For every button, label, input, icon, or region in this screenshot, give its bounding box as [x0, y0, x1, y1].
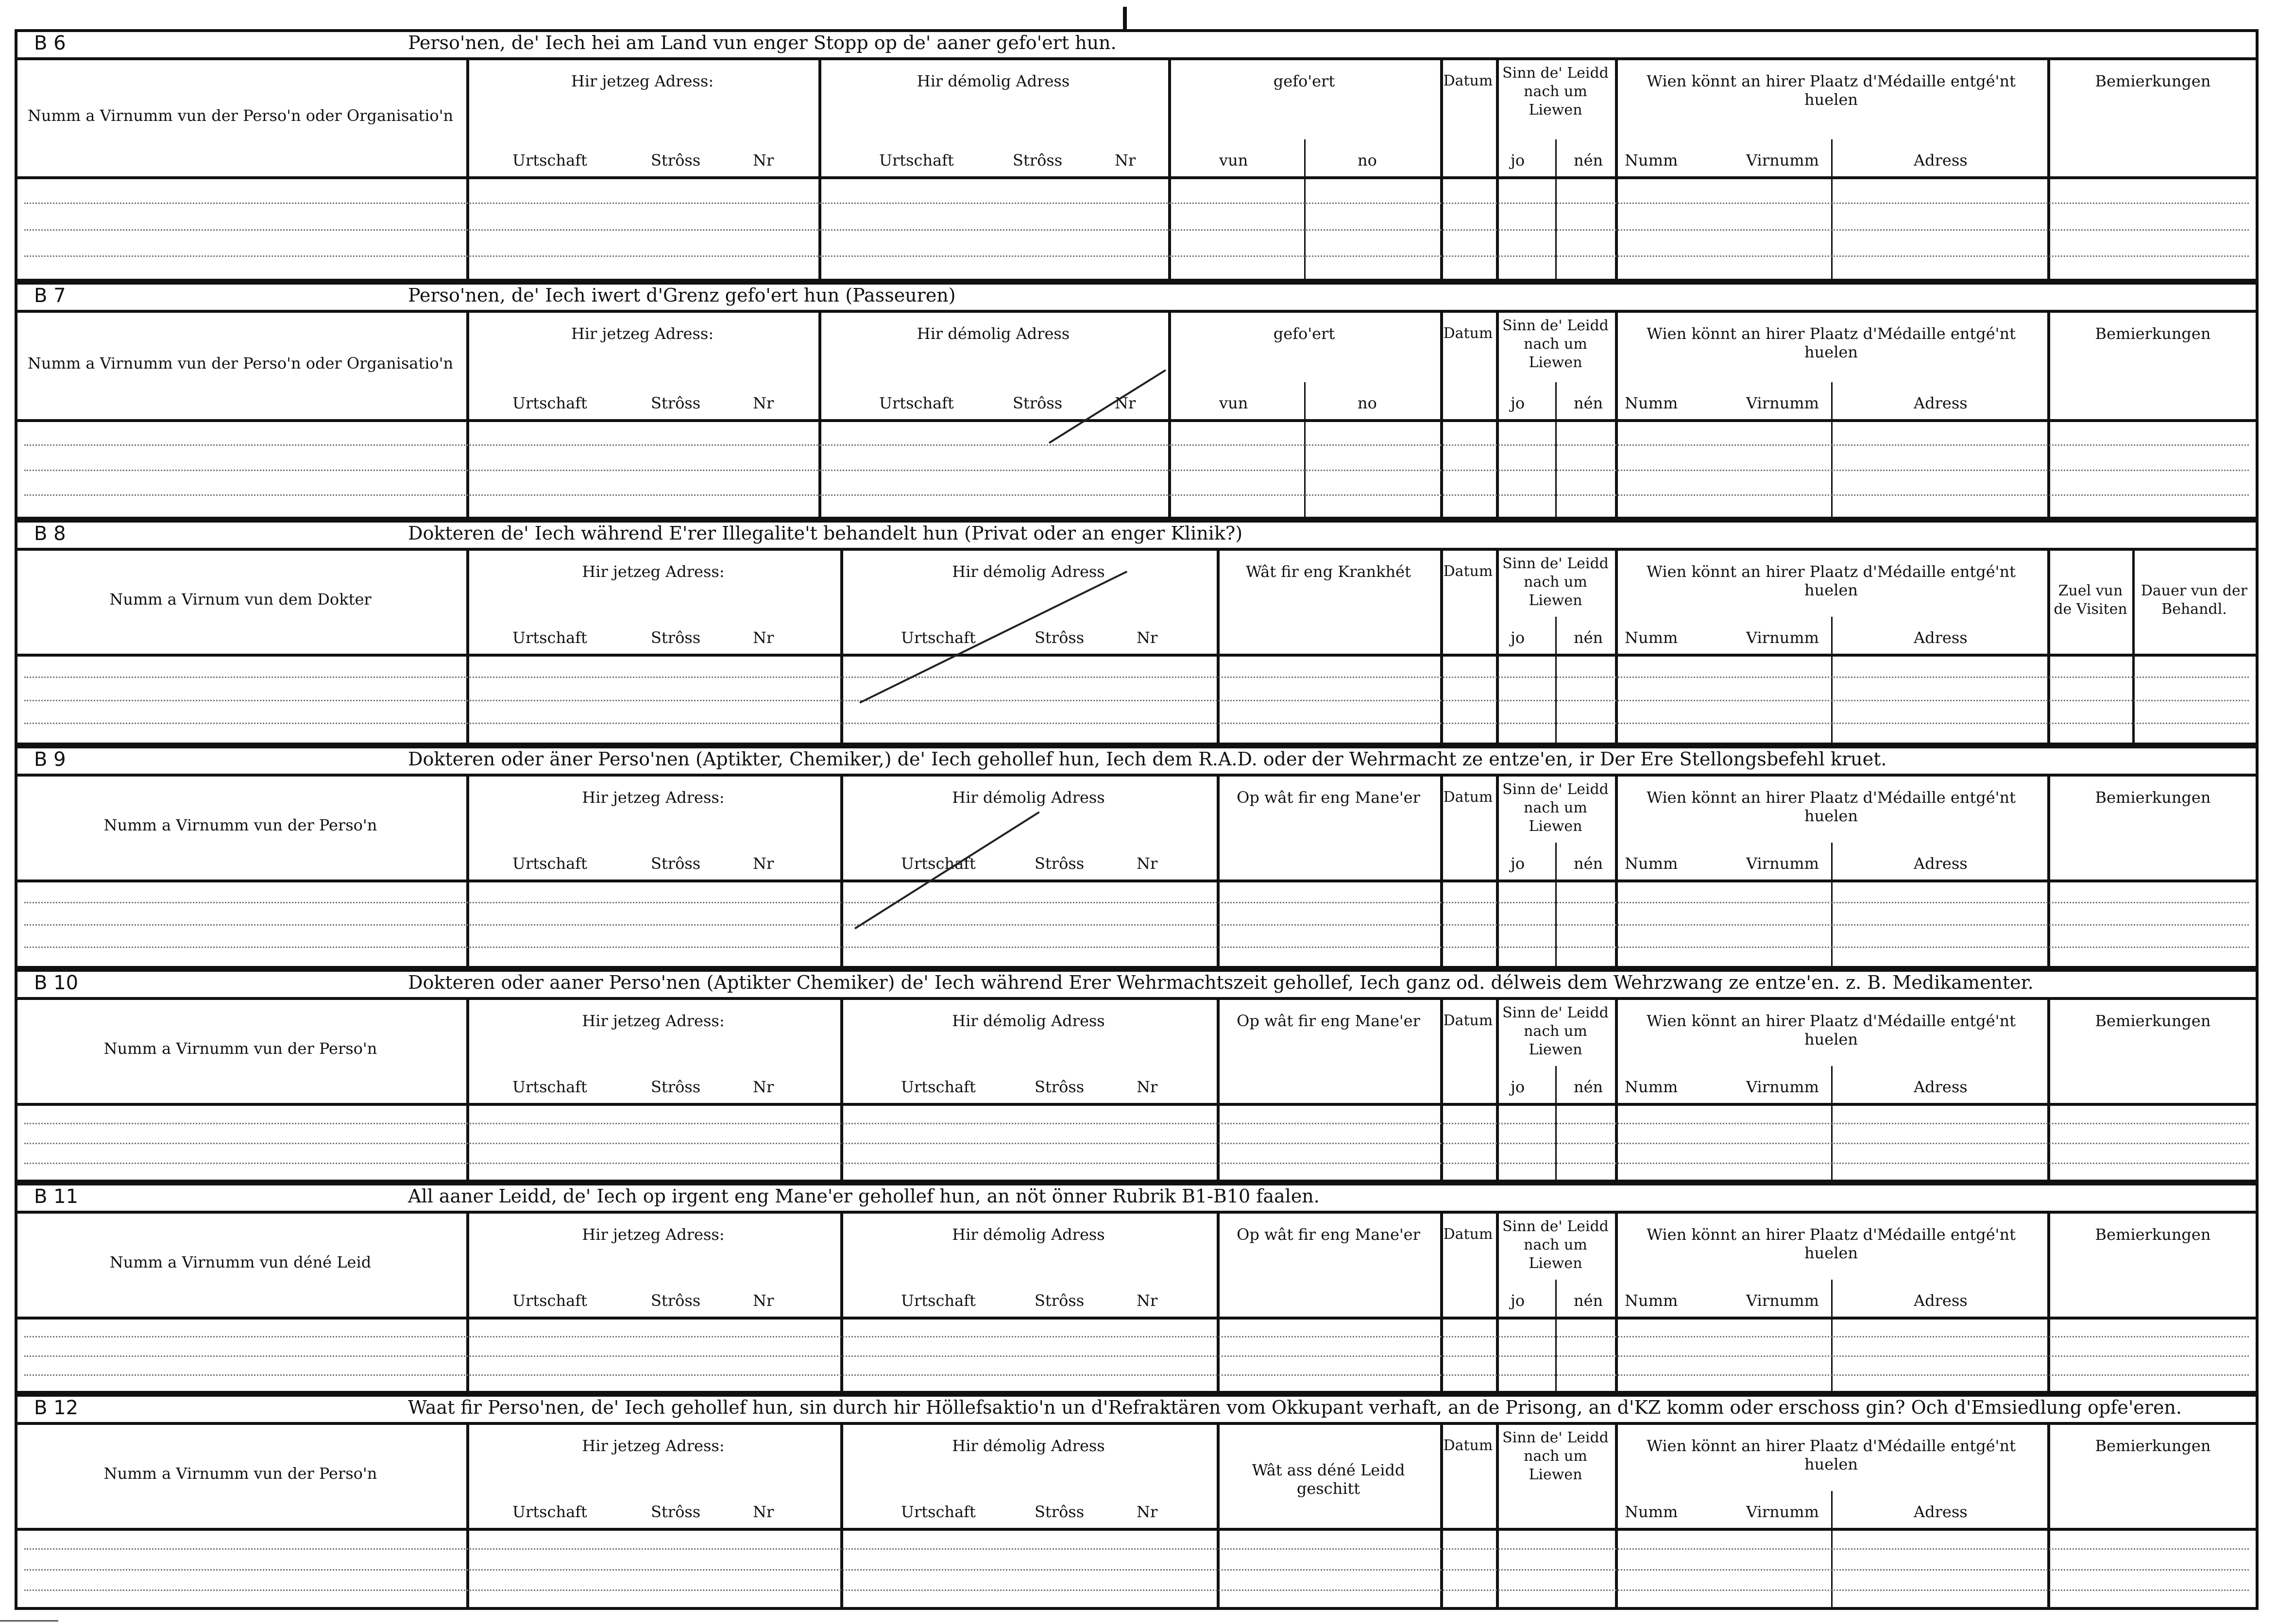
- entry-cell[interactable]: [1618, 422, 2044, 514]
- alive-no: nén: [1574, 1291, 1603, 1310]
- entry-cell[interactable]: [1618, 179, 2044, 276]
- recipient-firstname: Virnumm: [1746, 854, 1819, 873]
- manner-header: Op wât fir eng Mane'er: [1237, 1225, 1420, 1244]
- row-rule: [15, 1211, 2259, 1214]
- first-column-header: Numm a Virnumm vun der Perso'n oder Organisatio'n: [27, 106, 454, 125]
- recipient-address: Adress: [1914, 1503, 1968, 1521]
- former-address-header: Hir démolig Adress: [917, 72, 1070, 90]
- alive-yes: jo: [1511, 1078, 1525, 1096]
- section-code: B 7: [34, 285, 66, 307]
- section-code: B 12: [34, 1397, 79, 1419]
- entry-cell[interactable]: [2050, 1320, 2256, 1388]
- present-address-town: Urtschaft: [512, 151, 587, 169]
- alive-yes: jo: [1511, 628, 1525, 647]
- present-address-header: Hir jetzeg Adress:: [582, 562, 725, 581]
- present-address-header: Hir jetzeg Adress:: [582, 1012, 725, 1030]
- present-address-header: Hir jetzeg Adress:: [582, 1437, 725, 1455]
- transported-from: vun: [1219, 151, 1248, 169]
- first-column-header: Numm a Virnumm vun der Perso'n: [103, 816, 377, 834]
- present-address-town: Urtschaft: [512, 1078, 587, 1096]
- entry-cell[interactable]: [1499, 882, 1612, 963]
- entry-cell[interactable]: [1443, 422, 1493, 514]
- former-address-street: Strôss: [1035, 1078, 1085, 1096]
- entry-cell[interactable]: [1618, 1531, 2044, 1604]
- duration-header: Dauer vun der Behandl.: [2141, 582, 2248, 618]
- recipient-firstname: Virnumm: [1746, 628, 1819, 647]
- alive-yes: jo: [1511, 394, 1525, 412]
- row-rule: [15, 57, 2259, 60]
- entry-cell[interactable]: [1220, 1320, 1437, 1388]
- section-code: B 10: [34, 972, 79, 994]
- entry-cell[interactable]: [17, 1320, 463, 1388]
- entry-cell[interactable]: [1220, 1106, 1437, 1177]
- entry-cell[interactable]: [821, 422, 1165, 514]
- remarks-header: Bemierkungen: [2095, 1225, 2211, 1244]
- present-address-header: Hir jetzeg Adress:: [582, 1225, 725, 1244]
- row-rule: [15, 1422, 2259, 1425]
- entry-cell[interactable]: [469, 657, 837, 740]
- alive-no: nén: [1574, 854, 1603, 873]
- section-code: B 6: [34, 32, 66, 54]
- entry-cell[interactable]: [17, 882, 463, 963]
- present-address-number: Nr: [753, 854, 774, 873]
- entry-cell[interactable]: [1618, 1106, 2044, 1177]
- medal-recipient-header: Wien könnt an hirer Plaatz d'Médaille entgé'nt huelen: [1647, 1012, 2016, 1049]
- present-address-number: Nr: [753, 1503, 774, 1521]
- medal-recipient-header: Wien könnt an hirer Plaatz d'Médaille entgé'nt huelen: [1647, 788, 2016, 825]
- entry-cell[interactable]: [1171, 422, 1437, 514]
- transported-to: no: [1358, 394, 1377, 412]
- entry-cell[interactable]: [1499, 1320, 1612, 1388]
- present-address-town: Urtschaft: [512, 628, 587, 647]
- present-address-street: Strôss: [651, 854, 701, 873]
- remarks-header: Bemierkungen: [2095, 72, 2211, 90]
- former-address-street: Strôss: [1013, 394, 1063, 412]
- present-address-number: Nr: [753, 628, 774, 647]
- entry-cell[interactable]: [469, 1531, 837, 1604]
- entry-cell[interactable]: [17, 1531, 463, 1604]
- former-address-town: Urtschaft: [879, 151, 954, 169]
- section-title: Waat fir Perso'nen, de' Iech gehollef hun, sin durch hir Höllefsaktio'n un d'Refraktären vom Okkupant verhaft, an de Prisong, an d'KZ komm oder erschoss gin? Och d'Emsiedlung opfe'eren.: [408, 1397, 2182, 1418]
- former-address-street: Strôss: [1013, 151, 1063, 169]
- entry-cell[interactable]: [1443, 1320, 1493, 1388]
- entry-cell[interactable]: [2050, 1106, 2256, 1177]
- present-address-header: Hir jetzeg Adress:: [571, 324, 714, 343]
- present-address-street: Strôss: [651, 394, 701, 412]
- recipient-address: Adress: [1914, 628, 1968, 647]
- former-address-town: Urtschaft: [901, 1503, 976, 1521]
- present-address-header: Hir jetzeg Adress:: [582, 788, 725, 807]
- manner-header: Op wât fir eng Mane'er: [1237, 788, 1420, 807]
- alive-no: nén: [1574, 628, 1603, 647]
- entry-cell[interactable]: [469, 1106, 837, 1177]
- entry-cell[interactable]: [2050, 1531, 2256, 1604]
- entry-cell[interactable]: [469, 1320, 837, 1388]
- medal-recipient-header: Wien könnt an hirer Plaatz d'Médaille entgé'nt huelen: [1647, 324, 2016, 361]
- alive-header: Sinn de' Leidd nach um Liewen: [1502, 1429, 1609, 1483]
- recipient-address: Adress: [1914, 1291, 1968, 1310]
- recipient-surname: Numm: [1625, 394, 1678, 412]
- recipient-address: Adress: [1914, 1078, 1968, 1096]
- entry-cell[interactable]: [17, 1106, 463, 1177]
- recipient-firstname: Virnumm: [1746, 151, 1819, 169]
- former-address-town: Urtschaft: [901, 1291, 976, 1310]
- row-rule: [15, 548, 2259, 551]
- recipient-address: Adress: [1914, 394, 1968, 412]
- present-address-number: Nr: [753, 394, 774, 412]
- illness-header: Wât fir eng Krankhét: [1246, 562, 1411, 581]
- bottom-edge-mark: [0, 1620, 58, 1622]
- row-rule: [15, 29, 2259, 32]
- recipient-address: Adress: [1914, 151, 1968, 169]
- remarks-header: Bemierkungen: [2095, 1012, 2211, 1030]
- column-rule: [2256, 520, 2259, 745]
- date-header: Datum: [1443, 1226, 1493, 1243]
- entry-cell[interactable]: [17, 422, 463, 514]
- former-address-number: Nr: [1137, 1078, 1158, 1096]
- entry-cell[interactable]: [2050, 179, 2256, 276]
- section-code: B 8: [34, 523, 66, 545]
- recipient-surname: Numm: [1625, 1291, 1678, 1310]
- entry-cell[interactable]: [2050, 422, 2256, 514]
- medal-recipient-header: Wien könnt an hirer Plaatz d'Médaille entgé'nt huelen: [1647, 1437, 2016, 1473]
- entry-cell[interactable]: [2050, 657, 2256, 740]
- date-header: Datum: [1443, 325, 1493, 342]
- former-address-street: Strôss: [1035, 1503, 1085, 1521]
- alive-no: nén: [1574, 394, 1603, 412]
- present-address-street: Strôss: [651, 1078, 701, 1096]
- top-edge-mark: [1123, 7, 1127, 32]
- entry-cell[interactable]: [1618, 882, 2044, 963]
- section-code: B 9: [34, 748, 66, 771]
- remarks-header: Bemierkungen: [2095, 1437, 2211, 1455]
- present-address-street: Strôss: [651, 1503, 701, 1521]
- alive-header: Sinn de' Leidd nach um Liewen: [1502, 555, 1609, 609]
- row-rule: [15, 997, 2259, 1000]
- former-address-town: Urtschaft: [901, 1078, 976, 1096]
- recipient-firstname: Virnumm: [1746, 394, 1819, 412]
- column-rule: [2256, 969, 2259, 1183]
- former-address-header: Hir démolig Adress: [952, 788, 1105, 807]
- transported-from: vun: [1219, 394, 1248, 412]
- medal-recipient-header: Wien könnt an hirer Plaatz d'Médaille entgé'nt huelen: [1647, 72, 2016, 109]
- present-address-town: Urtschaft: [512, 854, 587, 873]
- recipient-firstname: Virnumm: [1746, 1078, 1819, 1096]
- column-rule: [2256, 745, 2259, 969]
- recipient-surname: Numm: [1625, 1503, 1678, 1521]
- first-column-header: Numm a Virnumm vun der Perso'n oder Organisatio'n: [27, 354, 454, 372]
- alive-yes: jo: [1511, 151, 1525, 169]
- column-rule: [2256, 29, 2259, 282]
- date-header: Datum: [1443, 789, 1493, 806]
- recipient-firstname: Virnumm: [1746, 1291, 1819, 1310]
- present-address-street: Strôss: [651, 1291, 701, 1310]
- former-address-number: Nr: [1115, 394, 1136, 412]
- entry-cell[interactable]: [843, 1531, 1214, 1604]
- entry-cell[interactable]: [1171, 179, 1437, 276]
- alive-no: nén: [1574, 151, 1603, 169]
- former-address-street: Strôss: [1035, 854, 1085, 873]
- former-address-town: Urtschaft: [901, 854, 976, 873]
- row-rule: [15, 282, 2259, 285]
- column-rule: [2256, 282, 2259, 520]
- alive-header: Sinn de' Leidd nach um Liewen: [1502, 1004, 1609, 1058]
- entry-cell[interactable]: [821, 179, 1165, 276]
- entry-cell[interactable]: [469, 882, 837, 963]
- entry-cell[interactable]: [1443, 657, 1493, 740]
- entry-cell[interactable]: [1220, 1531, 1437, 1604]
- transported-to: no: [1358, 151, 1377, 169]
- former-address-number: Nr: [1115, 151, 1136, 169]
- date-header: Datum: [1443, 563, 1493, 580]
- first-column-header: Numm a Virnum vun dem Dokter: [109, 590, 372, 609]
- date-header: Datum: [1443, 1012, 1493, 1029]
- former-address-street: Strôss: [1035, 1291, 1085, 1310]
- section-title: Perso'nen, de' Iech hei am Land vun enger Stopp op de' aaner gefo'ert hun.: [408, 32, 1117, 53]
- first-column-header: Numm a Virnumm vun der Perso'n: [103, 1039, 377, 1058]
- manner-header: Op wât fir eng Mane'er: [1237, 1012, 1420, 1030]
- recipient-surname: Numm: [1625, 1078, 1678, 1096]
- fate-header: Wât ass déné Leidd geschitt: [1252, 1461, 1405, 1498]
- former-address-header: Hir démolig Adress: [952, 562, 1105, 581]
- entry-cell[interactable]: [1220, 882, 1437, 963]
- alive-header: Sinn de' Leidd nach um Liewen: [1502, 1218, 1609, 1272]
- alive-yes: jo: [1511, 1291, 1525, 1310]
- former-address-header: Hir démolig Adress: [952, 1012, 1105, 1030]
- former-address-number: Nr: [1137, 1291, 1158, 1310]
- entry-cell[interactable]: [843, 1320, 1214, 1388]
- entry-cell[interactable]: [2050, 882, 2256, 963]
- entry-cell[interactable]: [843, 1106, 1214, 1177]
- date-header: Datum: [1443, 1437, 1493, 1454]
- present-address-town: Urtschaft: [512, 1503, 587, 1521]
- entry-cell[interactable]: [1499, 179, 1612, 276]
- entry-cell[interactable]: [1499, 657, 1612, 740]
- former-address-town: Urtschaft: [879, 394, 954, 412]
- present-address-header: Hir jetzeg Adress:: [571, 72, 714, 90]
- former-address-header: Hir démolig Adress: [917, 324, 1070, 343]
- recipient-surname: Numm: [1625, 854, 1678, 873]
- entry-cell[interactable]: [1618, 657, 2044, 740]
- recipient-surname: Numm: [1625, 628, 1678, 647]
- entry-cell[interactable]: [1499, 422, 1612, 514]
- section-b11: [15, 1183, 2259, 1394]
- section-title: Perso'nen, de' Iech iwert d'Grenz gefo'ert hun (Passeuren): [408, 285, 956, 306]
- entry-cell[interactable]: [17, 657, 463, 740]
- entry-cell[interactable]: [1618, 1320, 2044, 1388]
- entry-cell[interactable]: [1499, 1106, 1612, 1177]
- section-b7: [15, 282, 2259, 520]
- present-address-street: Strôss: [651, 151, 701, 169]
- column-rule: [2256, 1394, 2259, 1610]
- column-rule: [2256, 1183, 2259, 1394]
- present-address-number: Nr: [753, 1291, 774, 1310]
- alive-no: nén: [1574, 1078, 1603, 1096]
- remarks-header: Bemierkungen: [2095, 324, 2211, 343]
- entry-cell[interactable]: [1443, 882, 1493, 963]
- row-rule: [15, 1607, 2259, 1610]
- recipient-address: Adress: [1914, 854, 1968, 873]
- entry-cell[interactable]: [1499, 1531, 1612, 1604]
- present-address-number: Nr: [753, 151, 774, 169]
- recipient-firstname: Virnumm: [1746, 1503, 1819, 1521]
- section-b12: [15, 1394, 2259, 1610]
- alive-yes: jo: [1511, 854, 1525, 873]
- entry-cell[interactable]: [1443, 179, 1493, 276]
- former-address-number: Nr: [1137, 854, 1158, 873]
- transported-header: gefo'ert: [1273, 324, 1335, 343]
- row-rule: [15, 310, 2259, 313]
- recipient-surname: Numm: [1625, 151, 1678, 169]
- former-address-number: Nr: [1137, 628, 1158, 647]
- visits-header: Zuel vun de Visiten: [2054, 582, 2127, 618]
- section-title: All aaner Leidd, de' Iech op irgent eng Mane'er gehollef hun, an nöt önner Rubrik B1-B10 faalen.: [408, 1185, 1320, 1207]
- entry-cell[interactable]: [469, 179, 816, 276]
- former-address-header: Hir démolig Adress: [952, 1225, 1105, 1244]
- section-b6: [15, 29, 2259, 282]
- entry-cell[interactable]: [17, 179, 463, 276]
- first-column-header: Numm a Virnumm vun déné Leid: [109, 1253, 372, 1271]
- section-b10: [15, 969, 2259, 1183]
- entry-cell[interactable]: [1443, 1106, 1493, 1177]
- former-address-header: Hir démolig Adress: [952, 1437, 1105, 1455]
- row-rule: [15, 774, 2259, 777]
- alive-header: Sinn de' Leidd nach um Liewen: [1502, 317, 1609, 371]
- medal-recipient-header: Wien könnt an hirer Plaatz d'Médaille entgé'nt huelen: [1647, 1225, 2016, 1262]
- alive-header: Sinn de' Leidd nach um Liewen: [1502, 65, 1609, 118]
- present-address-town: Urtschaft: [512, 394, 587, 412]
- entry-cell[interactable]: [469, 422, 816, 514]
- alive-header: Sinn de' Leidd nach um Liewen: [1502, 781, 1609, 835]
- present-address-street: Strôss: [651, 628, 701, 647]
- section-title: Dokteren oder aaner Perso'nen (Aptikter Chemiker) de' Iech während Erer Wehrmachtszeit gehollef, Iech ganz od. délweis dem Wehrzwang ze entze'en. z. B. Medikamenter.: [408, 972, 2034, 993]
- section-b9: [15, 745, 2259, 969]
- date-header: Datum: [1443, 72, 1493, 89]
- former-address-street: Strôss: [1035, 628, 1085, 647]
- entry-cell[interactable]: [1220, 657, 1437, 740]
- former-address-number: Nr: [1137, 1503, 1158, 1521]
- present-address-number: Nr: [753, 1078, 774, 1096]
- section-code: B 11: [34, 1185, 79, 1208]
- section-title: Dokteren de' Iech während E'rer Illegalite't behandelt hun (Privat oder an enger Klinik?): [408, 523, 1243, 544]
- present-address-town: Urtschaft: [512, 1291, 587, 1310]
- first-column-header: Numm a Virnumm vun der Perso'n: [103, 1464, 377, 1483]
- section-title: Dokteren oder äner Perso'nen (Aptikter, Chemiker,) de' Iech gehollef hun, Iech dem R.A.D. oder der Wehrmacht ze entze'en, ir Der Ere Stellongsbefehl kruet.: [408, 748, 1887, 770]
- remarks-header: Bemierkungen: [2095, 788, 2211, 807]
- medal-recipient-header: Wien könnt an hirer Plaatz d'Médaille entgé'nt huelen: [1647, 562, 2016, 599]
- former-address-town: Urtschaft: [901, 628, 976, 647]
- entry-cell[interactable]: [843, 657, 1214, 740]
- transported-header: gefo'ert: [1273, 72, 1335, 90]
- entry-cell[interactable]: [843, 882, 1214, 963]
- entry-cell[interactable]: [1443, 1531, 1493, 1604]
- section-b8: [15, 520, 2259, 745]
